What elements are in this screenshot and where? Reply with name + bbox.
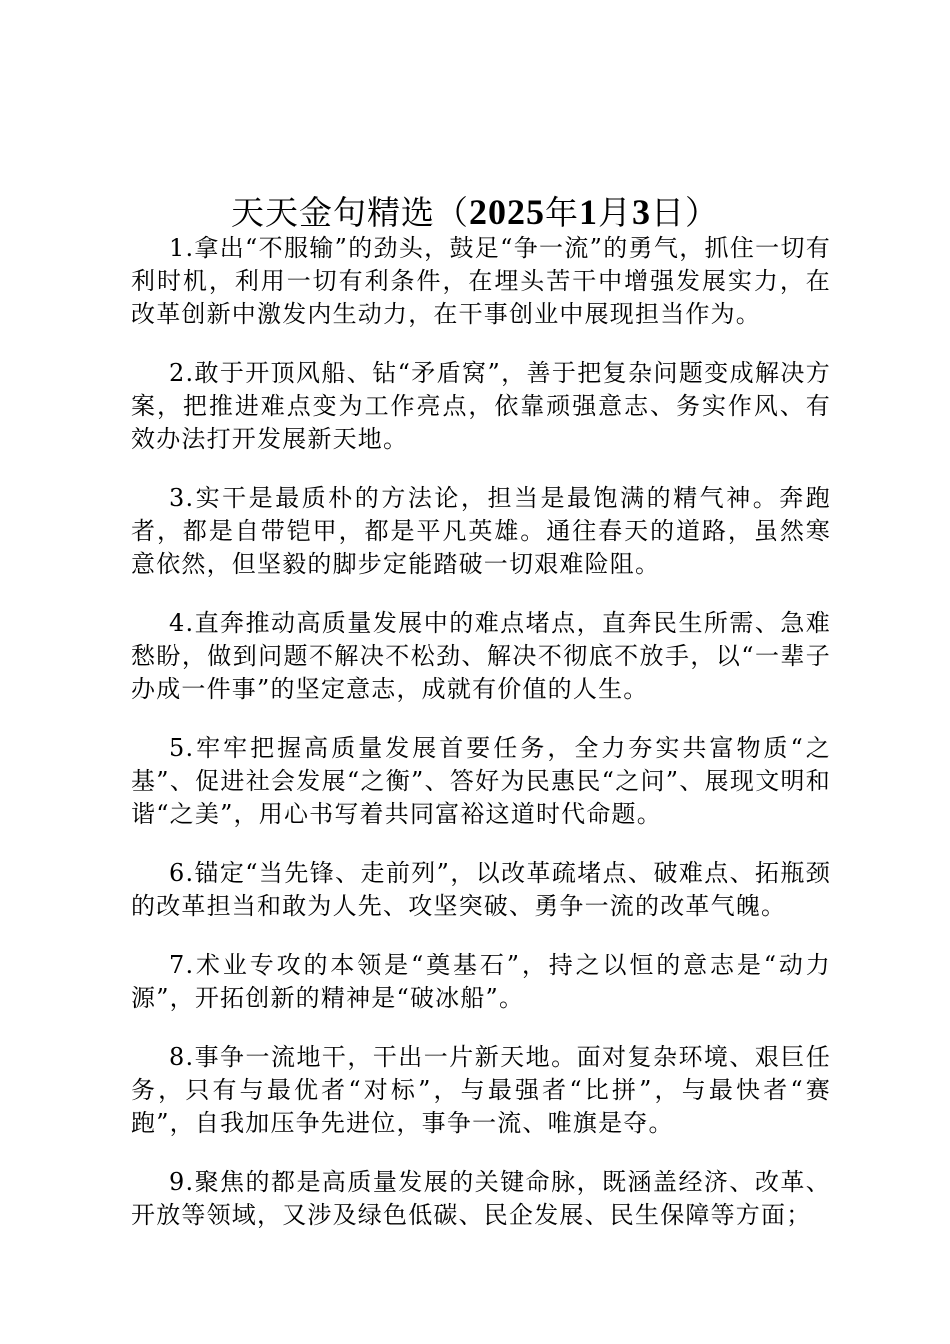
- paragraph-7: 7.术业专攻的本领是“奠基石”，持之以恒的意志是“动力源”，开拓创新的精神是“破冰船”。: [131, 951, 831, 1012]
- paragraph-6: 6.锚定“当先锋、走前列”，以改革疏堵点、破难点、拓瓶颈的改革担当和敢为人先、攻坚突破、勇争一流的改革气魄。: [131, 859, 831, 920]
- paragraph-5: 5.牢牢把握高质量发展首要任务，全力夯实共富物质“之基”、促进社会发展“之衡”、答好为民惠民“之问”、展现文明和谐“之美”，用心书写着共同富裕这道时代命题。: [131, 734, 831, 828]
- page-title: [0, 190, 950, 235]
- title-prefix: 天天金句精选（: [231, 193, 469, 233]
- paragraph-9: 9.聚焦的都是高质量发展的关键命脉，既涵盖经济、改革、开放等领域，又涉及绿色低碳、民企发展、民生保障等方面；: [131, 1168, 831, 1229]
- paragraph-4: 4.直奔推动高质量发展中的难点堵点，直奔民生所需、急难愁盼，做到问题不解决不松劲、解决不彻底不放手，以“一辈子办成一件事”的坚定意志，成就有价值的人生。: [131, 609, 831, 703]
- paragraph-8: 8.事争一流地干，干出一片新天地。面对复杂环境、艰巨任务，只有与最优者“对标”，与最强者“比拼”，与最快者“赛跑”，自我加压争先进位，事争一流、唯旗是夺。: [131, 1043, 831, 1137]
- paragraph-list: [131, 232, 831, 1258]
- paragraph-1: 1.拿出“不服输”的劲头，鼓足“争一流”的勇气，抓住一切有利时机，利用一切有利条件，在埋头苦干中增强发展实力，在改革创新中激发内生动力，在干事创业中展现担当作为。: [131, 234, 831, 328]
- paragraph-2: 2.敢于开顶风船、钻“矛盾窝”，善于把复杂问题变成解决方案，把推进难点变为工作亮点，依靠顽强意志、务实作风、有效办法打开发展新天地。: [131, 359, 831, 453]
- title-day: 3: [632, 192, 651, 233]
- paragraph-3: 3.实干是最质朴的方法论，担当是最饱满的精气神。奔跑者，都是自带铠甲，都是平凡英雄。通往春天的道路，虽然寒意依然，但坚毅的脚步定能踏破一切艰难险阻。: [131, 484, 831, 578]
- title-month-unit: 月: [598, 193, 632, 233]
- title-year-unit: 年: [545, 193, 579, 233]
- title-year: 2025: [469, 192, 545, 233]
- title-day-unit: 日）: [651, 193, 719, 233]
- title-month: 1: [579, 192, 598, 233]
